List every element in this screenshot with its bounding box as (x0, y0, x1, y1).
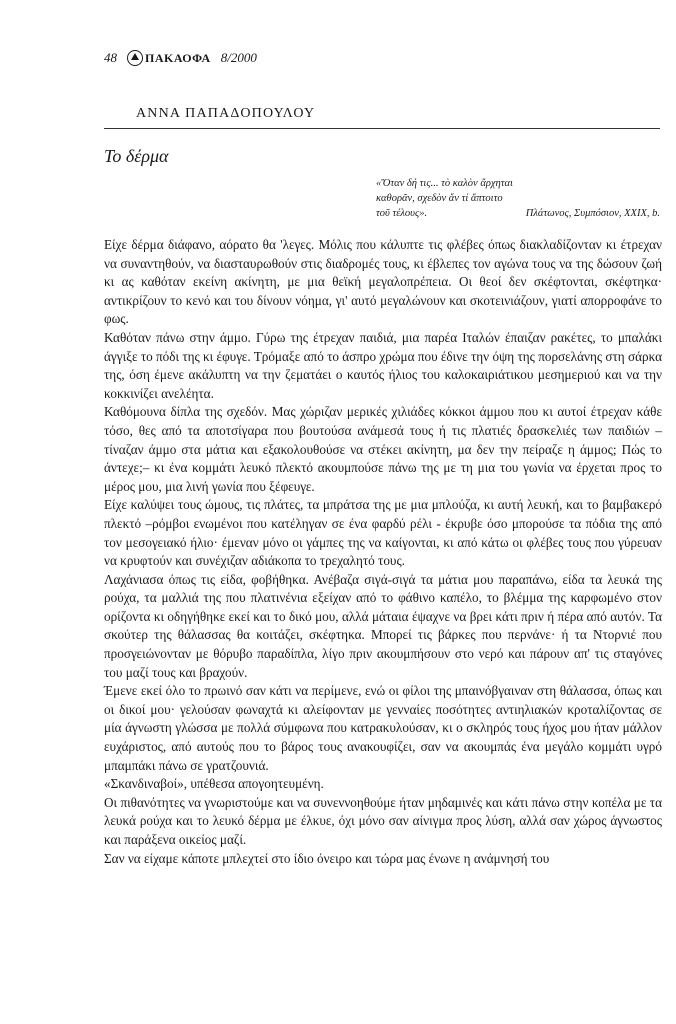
epigraph-line: καθορᾶν, σχεδὸν ἄν τί ἅπτοιτο (376, 193, 503, 204)
magazine-name: ΠΑΚΑΟΦΑ (145, 50, 211, 65)
issue-number: 8/2000 (220, 50, 257, 65)
paragraph: Καθόμουνα δίπλα της σχεδόν. Μας χώριζαν μερικές χιλιάδες κόκκοι άμμου που κι αυτοί έτρεχαν κάθε τόσο, θες από τα αποτσίγαρα που βουτούσα ανάμεσά τους ή τις πλατιές δρασκελιές των παιδιών –τίναζαν άμμο στα μάτια και εξακολουθούσε να στέκει ακίνητη, μα δεν την πείραζε η άμμος; Πώς το άντεχε;– κι ένα κομμάτι λευκό πλεκτό ακουμπούσε πάνω της με τη μια του γωνία να έρχεται προς το μέρος μου, μια λινή γωνία που ξέφευγε. (104, 404, 662, 494)
paragraph: Είχε καλύψει τους ώμους, τις πλάτες, τα μπράτσα της με μια μπλούζα, κι αυτή λευκή, και το βαμβακερό πλεκτό –ρόμβοι ενωμένοι που κατέληγαν σε ένα φαρδύ ρέλι - έκρυβε όσο μπορούσε τα πόδια της από τον μεσογειακό ήλιο· έμεναν μόνο οι γάμπες της να καίγονται, κι από κάτω οι φλέβες τους που γύρευαν να κρυφτούν και συνέχιζαν αδιάκοπα το τρεχαλητό τους. (104, 497, 662, 569)
running-header (104, 46, 257, 70)
story-body (104, 236, 662, 868)
paragraph: Σαν να είχαμε κάποτε μπλεχτεί στο ίδιο όνειρο και τώρα μας ένωνε η ανάμνησή του (104, 850, 550, 866)
paragraph: Καθόταν πάνω στην άμμο. Γύρω της έτρεχαν παιδιά, μια παρέα Ιταλών έπαιζαν ρακέτες, το μπαλάκι άγγιξε το πόδι της κι έφυγε. Τρόμαξε από το άσπρο χρώμα που έδινε την όψη της πορσελάνης στη σάρκα της, όση έμενε ακάλυπτη να την ζεματάει ο καυτός ήλιος του καλοκαιριάτικου μεσημεριού και να την κοκκινίζει ανελέητα. (104, 329, 663, 401)
story-title: Το δέρμα (104, 146, 169, 166)
epigraph-line (376, 206, 660, 221)
paragraph: Οι πιθανότητες να γνωριστούμε και να συνεννοηθούμε ήταν μηδαμινές και κάτι πάνω στην κοπέλα με τα λευκά ρούχα και το λευκό δέρμα με έλκυε, όχι μόνο σαν αίνιγμα προς λύση, αλλά σαν χώρος άγνωστος και παράξενα οικείος μαζί. (104, 794, 662, 847)
magazine-logo (127, 50, 211, 66)
paragraph: Έμενε εκεί όλο το πρωινό σαν κάτι να περίμενε, ενώ οι φίλοι της μπαινόβγαιναν στη θάλασσα, όπως και οι δικοί μου· γελούσαν φωναχτά κι αλείφονταν με γενναίες ποσότητες αντιηλιακών κροταλίζοντας σε μία άγνωστη γλώσσα με πολλά σύμφωνα που κατρακυλούσαν, κι ο σκληρός τους ήχος μου ήταν μάλλον ευχάριστος, από αυτούς που το βάρος τους ανακουφίζει, σαν να ακουμπάς ένα μεγάλο κομμάτι υγρό μπαμπάκι πάνω σε γρατζουνιά. (104, 683, 662, 773)
epigraph (376, 176, 660, 221)
paragraph: Είχε δέρμα διάφανο, αόρατο θα 'λεγες. Μόλις που κάλυπτε τις φλέβες όπως διακλαδίζονταν κι έτρεχαν να συναντηθούν, να διασταυρωθούν στις διαδρομές τους, κι έβλεπες τον αγώνα τους να της δώσουν ζωή κι ας καθόταν εκείνη ακίνητη, με μια θεϊκή μεγαλοπρέπεια. Οι θεοί δεν σκέφτονται, σκέφτηκα· αντικρίζουν το κενό και του δίνουν νόημα, γι' αυτό μεγαλώνουν και σκοτεινιάζουν, γιατί απορροφάνε το φως. (104, 237, 662, 327)
header-divider (104, 128, 660, 129)
epigraph-line: «Ὅταν δή τις... τὸ καλὸν ἄρχηται (376, 178, 513, 189)
epigraph-source: Πλάτωνος, Συμπόσιον, ΧΧΙΧ, b. (525, 208, 660, 219)
epigraph-line-end: τοῦ τέλους». (376, 208, 428, 219)
author-name: ΑΝΝΑ ΠΑΠΑΔΟΠΟΥΛΟΥ (136, 106, 316, 121)
page-number: 48 (104, 50, 117, 65)
paragraph: Λαχάνιασα όπως τις είδα, φοβήθηκα. Ανέβαζα σιγά-σιγά τα μάτια μου παραπάνω, είδα τα λευκά της ρούχα, τα μαλλιά της που πλατινένια εξείχαν από το φάθινο καπέλο, το βλέμμα της καρφωμένο στον ορίζοντα κι οδηγήθηκε εκεί και το δικό μου, αλλά μάταια έψαχνε να βρει κάτι πριν ή πέρα από αυτόν. Τα σκούτερ της θάλασσας θα κοιτάζει, σκέφτηκα. Μπορεί τις βάρκες που περνάνε· ή τα Ντορνιέ που προσγειώνονταν με θόρυβο παραδίπλα, λίγο πριν ακουμπήσουν στο νερό και πάρουν απ' τις σταγόνες του μαζί τους και βραχούν. (104, 571, 662, 680)
paragraph: «Σκανδιναβοί», υπέθεσα απογοητευμένη. (104, 776, 324, 792)
logo-triangle-icon (127, 50, 143, 66)
